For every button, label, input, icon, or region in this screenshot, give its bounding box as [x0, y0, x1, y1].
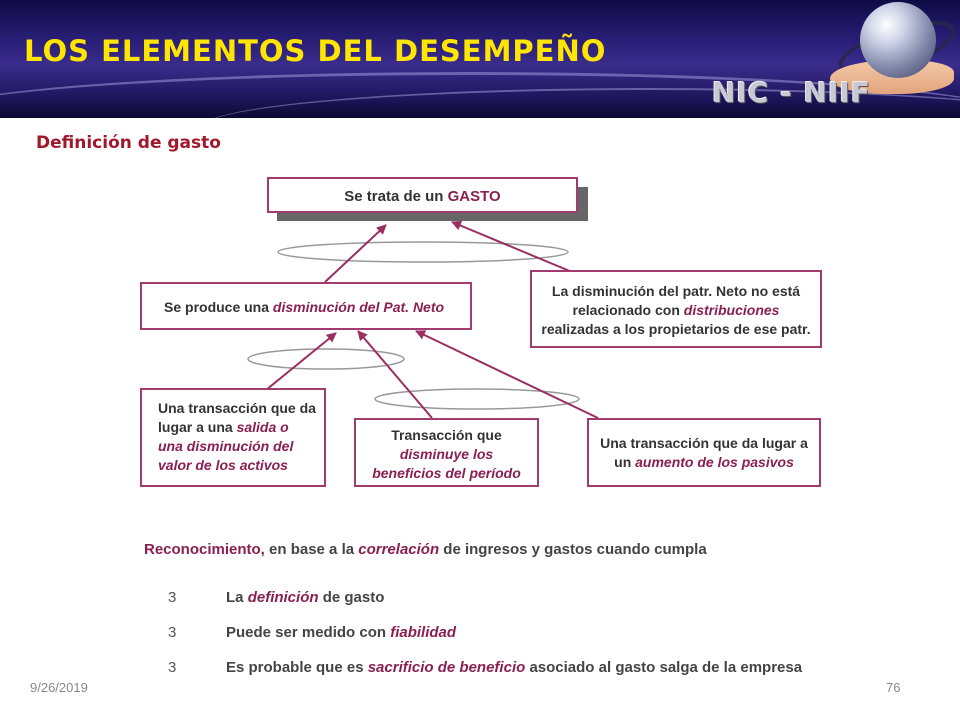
- profit-decrease-box: [354, 418, 539, 487]
- check-glyph-icon: 3: [168, 589, 177, 606]
- recognition-text: de ingresos y gastos cuando cumpla: [439, 541, 707, 558]
- box-line: [532, 301, 820, 320]
- equity-decrease-box: [140, 282, 472, 330]
- grouping-ellipse: [375, 389, 579, 409]
- box-text: relacionado con: [572, 302, 680, 318]
- box-text: Transacción: [391, 427, 473, 443]
- recognition-lead: Reconocimiento,: [144, 541, 265, 558]
- box-text: que: [476, 427, 502, 443]
- box-line: Una transacción que da lugar a: [600, 435, 808, 451]
- box-text: lugar a una: [158, 419, 233, 435]
- criteria-text: de gasto: [318, 589, 385, 606]
- criteria-text: La: [226, 589, 248, 606]
- box-emphasis: GASTO: [447, 188, 501, 205]
- recognition-text: en base a la: [264, 541, 359, 558]
- check-glyph-icon: 3: [168, 659, 177, 676]
- liability-increase-box: [587, 418, 821, 487]
- distributions-box: [530, 270, 822, 348]
- criteria-item: [168, 659, 802, 676]
- box-emphasis: aumento de los pasivos: [635, 454, 794, 470]
- box-text: Se produce una: [164, 299, 270, 315]
- box-line: [589, 453, 819, 472]
- recognition-statement: [144, 541, 707, 558]
- box-line: [356, 426, 537, 445]
- slide-date: 9/26/2019: [30, 680, 88, 695]
- page-title: LOS ELEMENTOS DEL DESEMPEÑO: [24, 34, 607, 68]
- slide-number: 76: [886, 680, 901, 695]
- criteria-item: [168, 624, 456, 641]
- box-emphasis: disminución del Pat. Neto: [272, 299, 445, 315]
- arrow: [325, 225, 386, 282]
- box-text: un: [614, 454, 632, 470]
- box-text: Se trata de un: [344, 188, 444, 205]
- criteria-text: asociado al gasto salga de la empresa: [525, 659, 803, 676]
- expense-box: [267, 177, 578, 213]
- recognition-emphasis: correlación: [358, 541, 440, 558]
- box-line: beneficios del período: [372, 465, 521, 481]
- box-line: disminuye los: [399, 446, 494, 462]
- section-subtitle: Definición de gasto: [36, 133, 221, 153]
- box-line: [158, 418, 324, 437]
- criteria-text: Puede ser medido con: [226, 624, 391, 641]
- box-line: realizadas a los propietarios de ese patr.: [541, 321, 811, 337]
- box-line: una disminución del: [158, 438, 294, 454]
- criteria-emphasis: sacrificio de beneficio: [367, 659, 526, 676]
- box-line: Una transacción que da: [158, 400, 316, 416]
- criteria-emphasis: definición: [247, 589, 319, 606]
- box-emphasis: salida o: [236, 419, 289, 435]
- criteria-item: [168, 589, 384, 606]
- logo: NIC - NIIF: [712, 76, 871, 109]
- box-emphasis: distribuciones: [683, 302, 780, 318]
- criteria-emphasis: fiabilidad: [390, 624, 457, 641]
- box-line: valor de los activos: [158, 457, 288, 473]
- asset-outflow-box: [140, 388, 326, 487]
- criteria-text: Es probable que es: [226, 659, 368, 676]
- check-glyph-icon: 3: [168, 624, 177, 641]
- arrow: [266, 333, 336, 390]
- box-line: La disminución del patr. Neto no está: [551, 283, 801, 299]
